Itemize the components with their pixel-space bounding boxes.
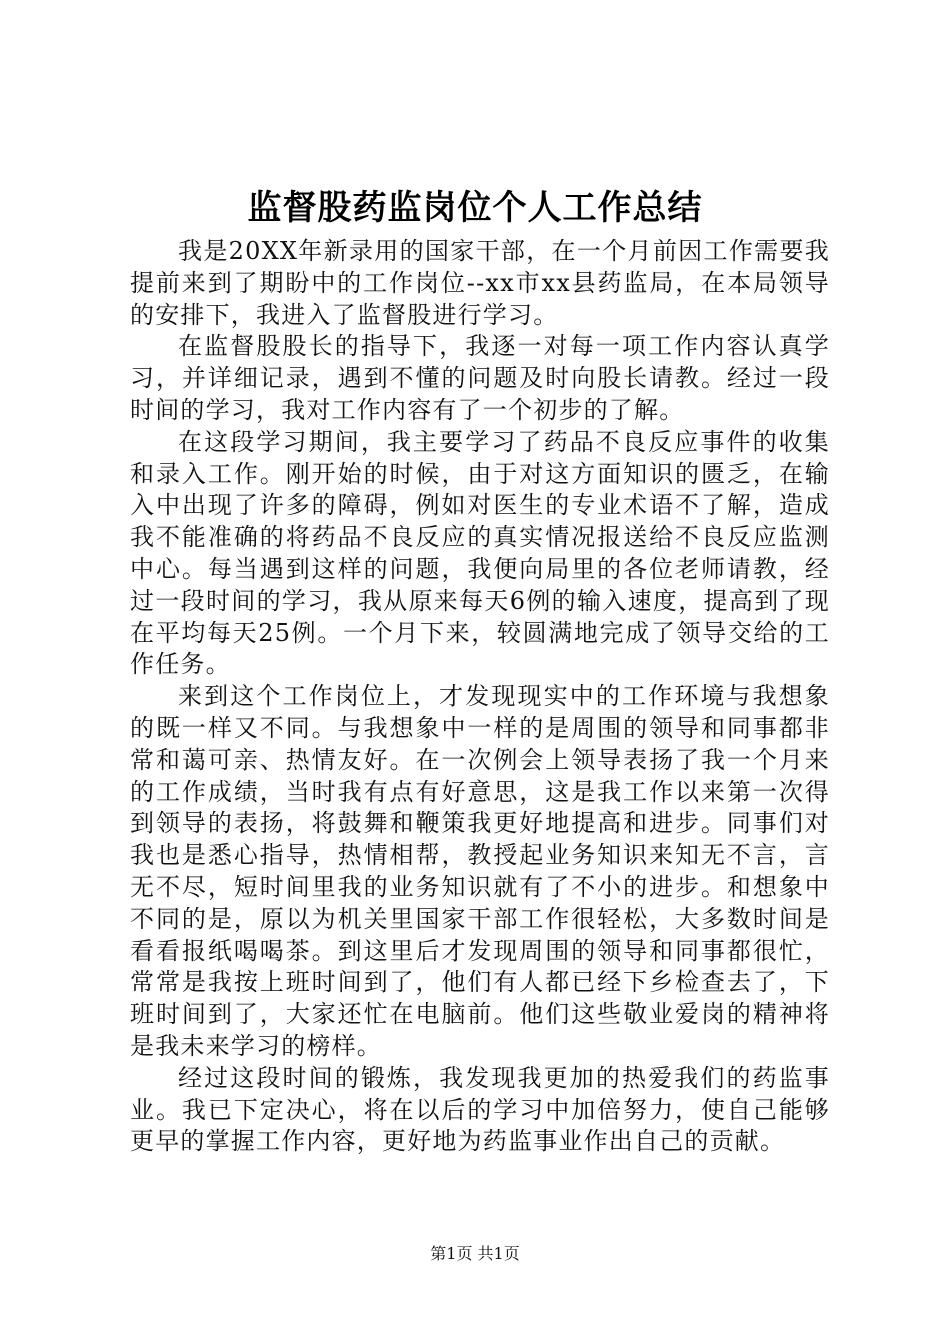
document-body — [130, 236, 830, 1158]
paragraph-3: 在这段学习期间，我主要学习了药品不良反应事件的收集和录入工作。刚开始的时候，由于对这方面知识的匮乏，在输入中出现了许多的障碍，例如对医生的专业术语不了解，造成我不能准确的将药品不良反应的真实情况报送给不良反应监测中心。每当遇到这样的问题，我便向局里的各位老师请教，经过一段时间的学习，我从原来每天6例的输入速度，提高到了现在平均每天25例。一个月下来，较圆满地完成了领导交给的工作任务。 — [130, 427, 830, 679]
paragraph-4: 来到这个工作岗位上，才发现现实中的工作环境与我想象的既一样又不同。与我想象中一样的是周围的领导和同事都非常和蔼可亲、热情友好。在一次例会上领导表扬了我一个月来的工作成绩，当时我有点有好意思，这是我工作以来第一次得到领导的表扬，将鼓舞和鞭策我更好地提高和进步。同事们对我也是悉心指导，热情相帮，教授起业务知识来知无不言，言无不尽，短时间里我的业务知识就有了不小的进步。和想象中不同的是，原以为机关里国家干部工作很轻松，大多数时间是看看报纸喝喝茶。到这里后才发现周围的领导和同事都很忙，常常是我按上班时间到了，他们有人都已经下乡检查去了，下班时间到了，大家还忙在电脑前。他们这些敬业爱岗的精神将是我未来学习的榜样。 — [130, 682, 830, 1060]
page-footer: 第1页 共1页 — [430, 1244, 520, 1263]
document-title: 监督股药监岗位个人工作总结 — [247, 188, 703, 228]
paragraph-2: 在监督股股长的指导下，我逐一对每一项工作内容认真学习，并详细记录，遇到不懂的问题及时向股长请教。经过一段时间的学习，我对工作内容有了一个初步的了解。 — [130, 332, 830, 424]
paragraph-5: 经过这段时间的锻炼，我发现我更加的热爱我们的药监事业。我已下定决心，将在以后的学习中加倍努力，使自己能够更早的掌握工作内容，更好地为药监事业作出自己的贡献。 — [130, 1063, 830, 1156]
paragraph-1: 我是20XX年新录用的国家干部，在一个月前因工作需要我提前来到了期盼中的工作岗位--xx市xx县药监局，在本局领导的安排下，我进入了监督股进行学习。 — [130, 237, 830, 329]
